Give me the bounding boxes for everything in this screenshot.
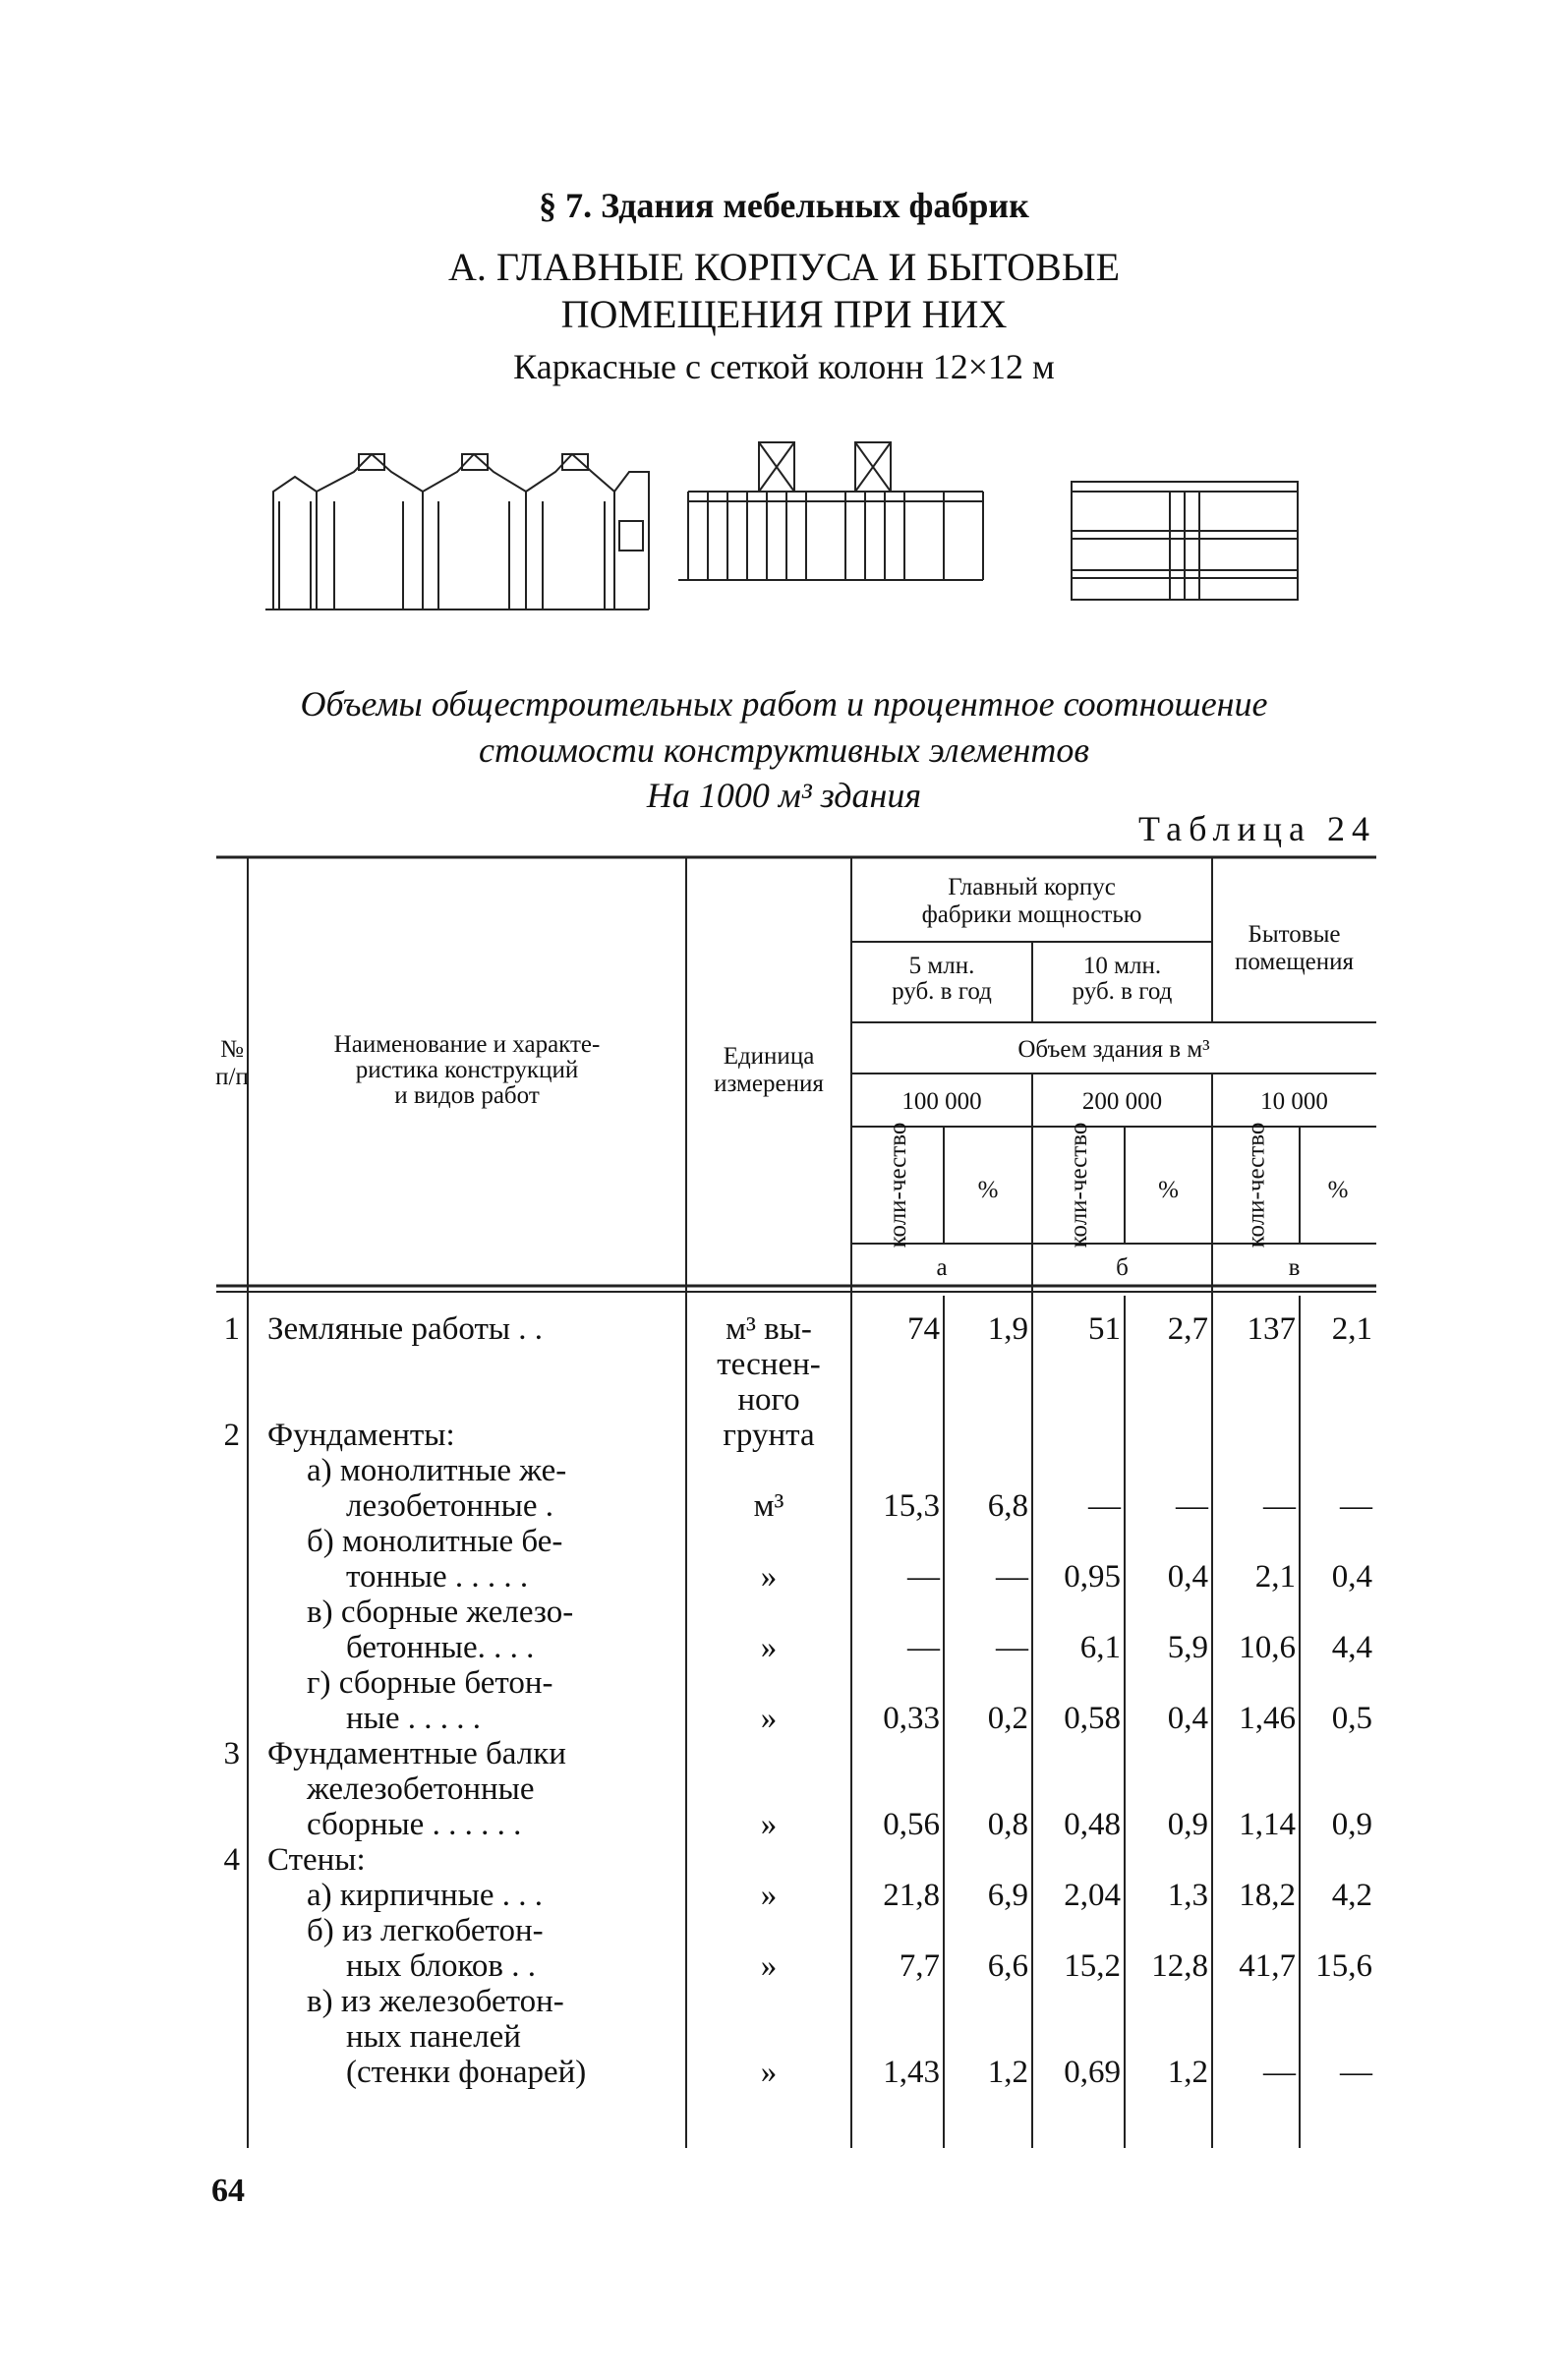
row-value: — (1263, 1488, 1296, 1524)
row-unit: м³ вы- (726, 1311, 812, 1347)
row-value: 5,9 (1167, 1630, 1208, 1665)
header-name: и видов работ (394, 1082, 540, 1109)
row-value: 18,2 (1239, 1878, 1296, 1913)
header-volume: Объем здания в м³ (1017, 1036, 1210, 1063)
row-name: б) монолитные бе- (307, 1524, 563, 1559)
row-value: 0,8 (987, 1807, 1028, 1842)
header-capacity-5: 5 млн. (908, 953, 975, 979)
row-value: 1,43 (883, 2055, 940, 2090)
row-value: 1,14 (1239, 1807, 1296, 1842)
row-name: ных панелей (346, 2019, 521, 2055)
table-number: Таблица 24 (1138, 809, 1376, 848)
header-name: ристика конструкций (355, 1057, 579, 1083)
row-name: г) сборные бетон- (307, 1665, 553, 1701)
row-number: 1 (223, 1311, 240, 1347)
row-value: — (1263, 2055, 1296, 2090)
row-value: — (1176, 1488, 1208, 1524)
row-name: а) монолитные же- (307, 1453, 567, 1488)
row-name: Стены: (267, 1842, 366, 1878)
header-household: помещения (1235, 949, 1354, 975)
row-value: 6,8 (987, 1488, 1028, 1524)
row-value: 0,56 (883, 1807, 940, 1842)
table-row (224, 1736, 1373, 1842)
header-capacity-10: 10 млн. (1082, 953, 1162, 979)
row-value: 1,9 (987, 1311, 1028, 1347)
row-value: 0,9 (1331, 1807, 1372, 1842)
row-value: 1,2 (1167, 2055, 1208, 2090)
header-main-building: Главный корпус (948, 874, 1116, 900)
row-value: 21,8 (883, 1878, 940, 1913)
subtitle-line-1: А. ГЛАВНЫЕ КОРПУСА И БЫТОВЫЕ (447, 245, 1121, 289)
row-value: 51 (1088, 1311, 1121, 1347)
row-name: железобетонные (307, 1771, 535, 1807)
header-no: п/п (215, 1064, 249, 1090)
row-value: 12,8 (1151, 1948, 1208, 1984)
header-unit: Единица (723, 1043, 815, 1070)
row-unit: теснен- (717, 1347, 821, 1382)
row-value: 1,46 (1239, 1701, 1296, 1736)
row-unit: » (760, 1807, 778, 1842)
row-value: 0,4 (1167, 1559, 1208, 1595)
row-number: 3 (223, 1736, 240, 1771)
header-percent: % (1327, 1177, 1349, 1203)
header-volume-b: 200 000 (1081, 1088, 1163, 1115)
table-header (215, 874, 1354, 1281)
row-value: 15,2 (1064, 1948, 1121, 1984)
row-name: в) сборные железо- (307, 1595, 574, 1630)
header-main-building: фабрики мощностью (921, 901, 1142, 928)
row-name: ных блоков . . (346, 1948, 536, 1984)
row-unit: » (760, 1559, 778, 1595)
table-row (307, 1453, 1373, 1524)
row-value: 6,6 (987, 1948, 1028, 1984)
row-value: 0,95 (1064, 1559, 1121, 1595)
row-unit: » (760, 1701, 778, 1736)
row-value: 15,6 (1315, 1948, 1372, 1984)
row-value: 6,1 (1079, 1630, 1121, 1665)
row-value: 4,2 (1331, 1878, 1372, 1913)
row-name: лезобетонные . (346, 1488, 553, 1524)
header-col-b: б (1116, 1254, 1129, 1281)
caption-line-3: На 1000 м³ здания (646, 776, 922, 815)
header-volume-a: 100 000 (901, 1088, 982, 1115)
row-value: — (907, 1559, 940, 1595)
row-value: 0,48 (1064, 1807, 1121, 1842)
subtitle-line-2: ПОМЕЩЕНИЯ ПРИ НИХ (560, 292, 1008, 336)
header-name: Наименование и характе- (333, 1031, 601, 1058)
row-name: а) кирпичные . . . (307, 1878, 543, 1913)
row-value: 2,1 (1331, 1311, 1372, 1347)
header-capacity-10: руб. в год (1072, 978, 1173, 1005)
header-volume-c: 10 000 (1260, 1088, 1328, 1115)
row-value: 2,7 (1167, 1311, 1208, 1347)
row-value: 1,2 (987, 2055, 1028, 2090)
row-value: 2,04 (1064, 1878, 1121, 1913)
row-value: 137 (1247, 1311, 1296, 1347)
row-value: 1,3 (1167, 1878, 1208, 1913)
header-capacity-5: руб. в год (892, 978, 992, 1005)
row-number: 2 (223, 1418, 240, 1453)
row-unit: » (760, 2055, 778, 2090)
row-unit: » (760, 1878, 778, 1913)
row-name: сборные . . . . . . (307, 1807, 522, 1842)
row-name: бетонные. . . . (346, 1630, 535, 1665)
row-name: Фундаменты: (267, 1418, 455, 1453)
header-col-a: а (936, 1254, 948, 1281)
row-value: 74 (907, 1311, 940, 1347)
row-name: ные . . . . . (346, 1701, 481, 1736)
row-value: 7,7 (899, 1948, 940, 1984)
row-value: — (996, 1559, 1028, 1595)
table-body (224, 1311, 1374, 2090)
row-value: 0,69 (1064, 2055, 1121, 2090)
row-value: 10,6 (1239, 1630, 1296, 1665)
row-value: 41,7 (1239, 1948, 1296, 1984)
row-unit: » (760, 1948, 778, 1984)
row-value: 0,4 (1167, 1701, 1208, 1736)
row-unit: м³ (753, 1488, 784, 1524)
header-percent: % (1158, 1177, 1179, 1203)
row-name: Земляные работы . . (267, 1311, 544, 1347)
row-value: — (1340, 2055, 1372, 2090)
header-percent: % (977, 1177, 999, 1203)
row-unit: » (760, 1630, 778, 1665)
header-unit: измерения (714, 1071, 824, 1097)
row-value: 0,4 (1331, 1559, 1372, 1595)
table-row (307, 1984, 1373, 2090)
row-value: — (996, 1630, 1028, 1665)
caption-line-1: Объемы общестроительных работ и процентное соотношение (300, 684, 1268, 724)
row-value: — (907, 1630, 940, 1665)
header-quantity: коли-чество (1243, 1122, 1270, 1248)
row-value: 15,3 (883, 1488, 940, 1524)
header-no: № (220, 1036, 244, 1063)
header-quantity: коли-чество (1066, 1122, 1092, 1248)
row-value: 0,2 (987, 1701, 1028, 1736)
row-value: 4,4 (1331, 1630, 1372, 1665)
row-value: 0,33 (883, 1701, 940, 1736)
header-household: Бытовые (1248, 921, 1341, 948)
table-row (224, 1842, 366, 1878)
row-value: — (1088, 1488, 1121, 1524)
row-unit: ного (737, 1382, 800, 1418)
table-row (224, 1418, 455, 1453)
row-value: 0,58 (1064, 1701, 1121, 1736)
section-title: § 7. Здания мебельных фабрик (539, 186, 1029, 225)
header-col-c: в (1288, 1254, 1301, 1281)
row-name: тонные . . . . . (346, 1559, 529, 1595)
row-value: 0,5 (1331, 1701, 1372, 1736)
row-value: — (1340, 1488, 1372, 1524)
header-quantity: коли-чество (885, 1122, 911, 1248)
subtitle-line-3: Каркасные с сеткой колонн 12×12 м (513, 347, 1055, 386)
row-value: 6,9 (987, 1878, 1028, 1913)
page-number: 64 (211, 2173, 245, 2209)
row-name: Фундаментные балки (267, 1736, 566, 1771)
row-value: 2,1 (1254, 1559, 1296, 1595)
row-name: в) из железобетон- (307, 1984, 564, 2019)
row-number: 4 (223, 1842, 240, 1878)
row-name: б) из легкобетон- (307, 1913, 544, 1948)
row-name: (стенки фонарей) (346, 2055, 587, 2090)
row-value: 0,9 (1167, 1807, 1208, 1842)
row-unit: грунта (723, 1418, 815, 1453)
caption-line-2: стоимости конструктивных элементов (478, 730, 1090, 770)
